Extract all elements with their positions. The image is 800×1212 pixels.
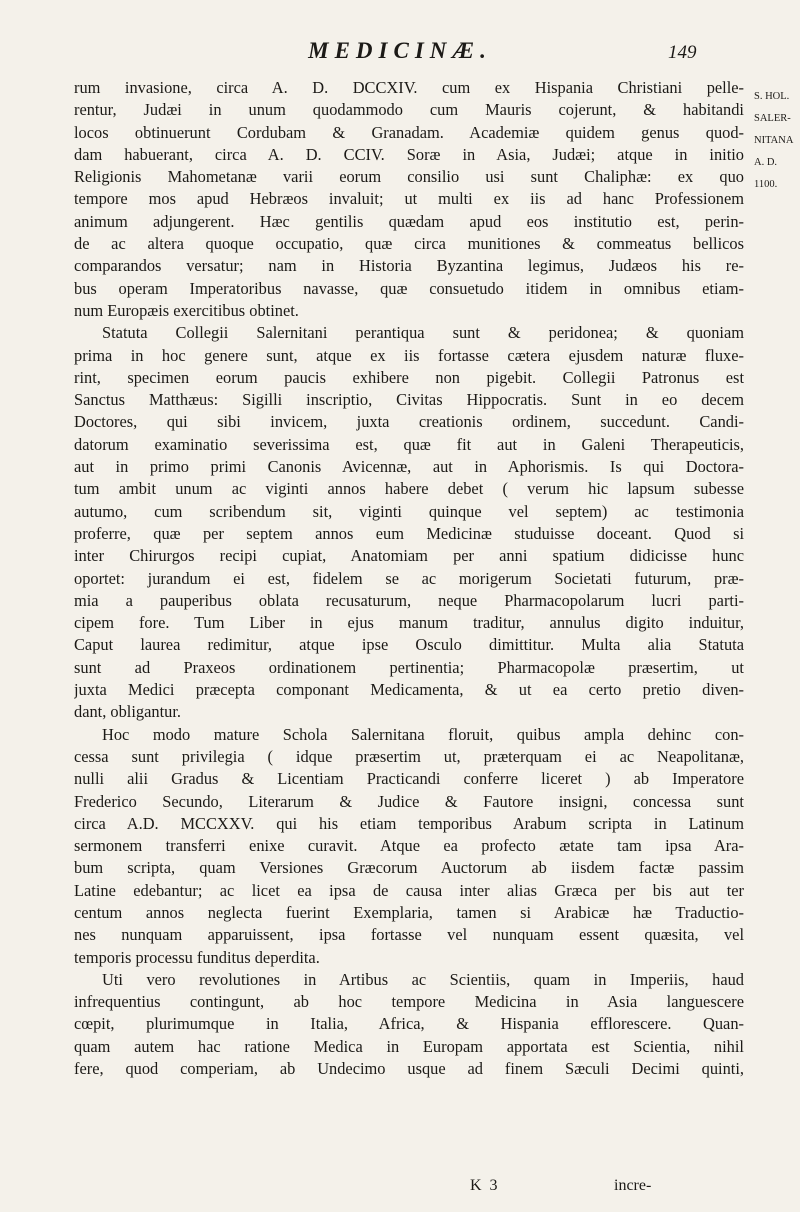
text-line: Latine edebantur; ac licet ea ipsa de causa inter alias Græca per bis aut ter	[74, 880, 744, 900]
text-line: sermonem transferri enixe curavit. Atque ea profecto ætate tam ipsa Ara-	[74, 836, 744, 856]
text-line: de ac altera quoque occupatio, quæ circa munitiones & commeatus bellicos	[74, 234, 744, 254]
text-line: rum invasione, circa A. D. DCCXIV. cum ex Hispania Christiani pelle-	[74, 78, 744, 97]
margin-note-line: SALER-	[754, 113, 791, 124]
paragraph-start: Statuta Collegii Salernitani perantiqua sunt & peridonea; & quoniam	[102, 323, 744, 343]
text-line: centum annos neglecta fuerint Exemplaria, tamen si Arabicæ hæ Traductio-	[74, 902, 744, 922]
text-line: datorum examinatio severissima est, quæ fit aut in Galeni Therapeuticis,	[74, 434, 744, 454]
text-line: locos obtinuerunt Cordubam & Granadam. Academiæ quidem genus quod-	[74, 122, 744, 142]
text-line: tempore mos apud Hebræos invaluit; ut multi ex iis ad hanc Professionem	[74, 189, 744, 209]
text-line: tum ambit unum ac viginti annos habere debet ( verum hic lapsum subesse	[74, 479, 744, 499]
text-line: autumo, cum scribendum sit, viginti quinque vel septem) ac testimonia	[74, 501, 744, 521]
text-line: cessa sunt privilegia ( idque præsertim ut, præterquam ei ac Neapolitanæ,	[74, 746, 744, 766]
text-line: fere, quod comperiam, ab Undecimo usque ad finem Sæculi Decimi quinti,	[74, 1059, 744, 1079]
text-line: rentur, Judæi in unum quodammodo cum Mauris cojerunt, & habitandi	[74, 100, 744, 120]
text-line: dant, obligantur.	[74, 702, 181, 722]
body-text	[74, 77, 744, 1080]
text-line: juxta Medici præcepta componant Medicamenta, & ut ea certo pretio diven-	[74, 680, 744, 700]
text-line: rint, specimen eorum paucis exhibere non pigebit. Collegii Patronus est	[74, 367, 744, 387]
text-line: Doctores, qui sibi invicem, juxta creationis ordinem, succedunt. Candi-	[74, 412, 744, 432]
text-line: dam habuerant, circa A. D. CCIV. Soræ in Asia, Judæi; atque in initio	[74, 144, 744, 164]
text-line: comparandos versatur; nam in Historia Byzantina legimus, Judæos his re-	[74, 256, 744, 276]
text-line: aut in primo primi Canonis Avicennæ, aut in Aphorismis. Is qui Doctora-	[74, 457, 744, 477]
paragraph-start: Hoc modo mature Schola Salernitana floruit, quibus ampla dehinc con-	[102, 724, 744, 744]
text-line: Sanctus Matthæus: Sigilli inscriptio, Civitas Hippocratis. Sunt in eo decem	[74, 390, 744, 410]
text-line: sunt ad Praxeos ordinationem pertinentia; Pharmacopolæ præsertim, ut	[74, 657, 744, 677]
text-line: circa A.D. MCCXXV. qui his etiam temporibus Arabum scripta in Latinum	[74, 813, 744, 833]
text-line: infrequentius contingunt, ab hoc tempore Medicina in Asia languescere	[74, 992, 744, 1012]
running-title: MEDICINÆ.	[308, 38, 492, 63]
margin-note-line: 1100.	[754, 179, 778, 190]
text-line: nulli alii Gradus & Licentiam Practicandi conferre liceret ) ab Imperatore	[74, 769, 744, 789]
text-line: temporis processu funditus deperdita.	[74, 947, 320, 967]
margin-note-line: A. D.	[754, 157, 778, 168]
text-line: quam autem hac ratione Medica in Europam apportata est Scientia, nihil	[74, 1036, 744, 1056]
margin-note-line: S. HOL.	[754, 91, 790, 102]
text-line: oportet: jurandum ei est, fidelem se ac morigerum Societati futurum, præ-	[74, 568, 744, 588]
text-line: Caput laurea redimitur, atque ipse Osculo dimittitur. Multa alia Statuta	[74, 635, 744, 655]
paragraph-start: Uti vero revolutiones in Artibus ac Scientiis, quam in Imperiis, haud	[102, 969, 744, 989]
catchword: incre-	[614, 1177, 652, 1194]
running-head	[0, 38, 800, 78]
margin-note	[754, 86, 798, 196]
text-line: cœpit, plurimumque in Italia, Africa, & Hispania efflorescere. Quan-	[74, 1014, 744, 1034]
text-line: Frederico Secundo, Literarum & Judice & Fautore insigni, concessa sunt	[74, 791, 744, 811]
page-number: 149	[668, 42, 697, 63]
text-line: bus operam Imperatoribus navasse, quæ consuetudo itidem in omnibus etiam-	[74, 278, 744, 298]
text-line: bum scripta, quam Versiones Græcorum Auctorum ab iisdem factæ passim	[74, 858, 744, 878]
text-line: num Europæis exercitibus obtinet.	[74, 300, 299, 320]
signature-mark: K 3	[470, 1177, 500, 1194]
text-line: animum adjungerent. Hæc gentilis quædam apud eos institutio est, perin-	[74, 211, 744, 231]
text-line: proferre, quæ per septem annos eum Medicinæ studuisse doceant. Quod si	[74, 523, 744, 543]
text-line: mia a pauperibus oblata recusaturum, neque Pharmacopolarum lucri parti-	[74, 590, 744, 610]
text-line: Religionis Mahometanæ varii eorum consilio usi sunt Chaliphæ: ex quo	[74, 167, 744, 187]
text-line: inter Chirurgos recipi cupiat, Anatomiam per anni spatium didicisse hunc	[74, 546, 744, 566]
margin-note-line: NITANA	[754, 135, 794, 146]
text-line: cipem fore. Tum Liber in ejus manum traditur, annulus digito induitur,	[74, 613, 744, 633]
text-line: nes nunquam apparuissent, ipsa fortasse vel nunquam essent quæsita, vel	[74, 925, 744, 945]
text-line: prima in hoc genere sunt, atque ex iis fortasse cætera ejusdem naturæ fluxe-	[74, 345, 744, 365]
